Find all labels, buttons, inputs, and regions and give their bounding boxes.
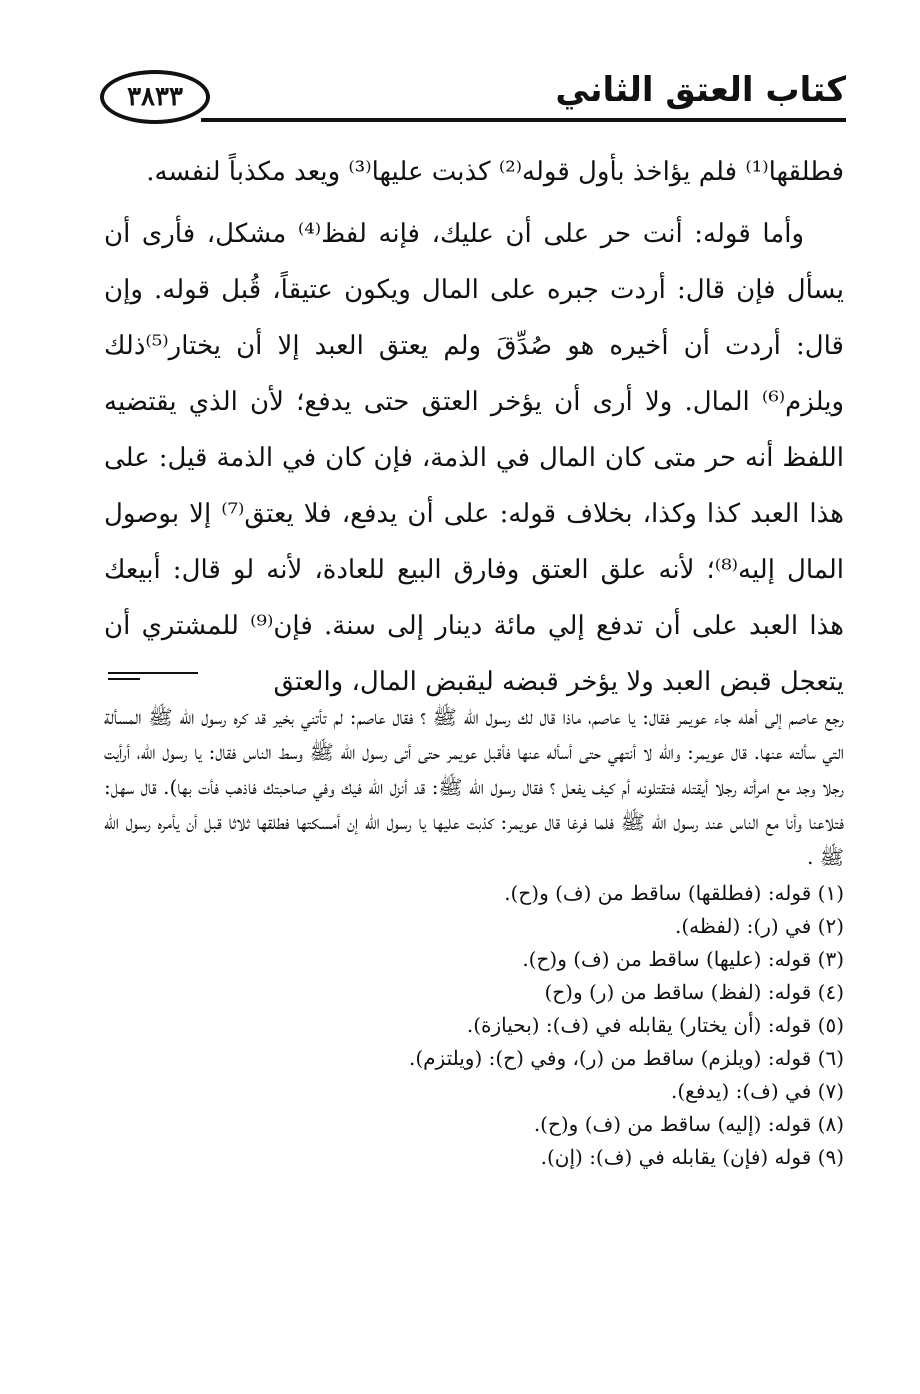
footnote-list: [104, 877, 844, 1174]
footnote-4: (٤) قوله: (لفظ) ساقط من (ر) و(ح): [544, 980, 844, 1004]
header-rule: [201, 118, 846, 122]
page-number-frame: [100, 70, 210, 124]
footnote-1: (١) قوله: (فطلقها) ساقط من (ف) و(ح).: [504, 881, 844, 905]
footnote-7: (٧) في (ف): (يدفع).: [671, 1079, 844, 1103]
footnote-2: (٢) في (ر): (لفظه).: [675, 914, 844, 938]
footnote-9: (٩) قوله (فإن) يقابله في (ف): (إن).: [540, 1145, 844, 1169]
footnote-5: (٥) قوله: (أن يختار) يقابله في (ف): (بحيازة).: [466, 1013, 844, 1037]
main-text: [104, 144, 844, 710]
hadith-note: رجع عاصم إلى أهله جاء عويمر فقال: يا عاصم، ماذا قال لك رسول الله ﷺ ؟ فقال عاصم: لم تأتني بخير قد كره رسول الله ﷺ المسألة التي سألته عنها. قال عويمر: والله لا أنتهي حتى أسأله عنها فأقبل عويمر حتى أتى رسول الله ﷺ وسط الناس فقال: يا رسول الله، أرأيت رجلا وجد مع امرأته رجلا أيقتله فتقتلونه أم كيف يفعل ؟ فقال رسول الله ﷺ: قد أنزل الله فيك وفي صاحبتك فاذهب فأت بها). قال سهل: فتلاعنا وأنا مع الناس عند رسول الله ﷺ فلما فرغا قال عويمر: كذبت عليها يا رسول الله إن أمسكتها فطلقها ثلاثا قبل أن يأمره رسول الله ﷺ .: [104, 705, 844, 869]
footnote-8: (٨) قوله: (إليه) ساقط من (ف) و(ح).: [533, 1112, 844, 1136]
page-number: ٣٨٣٣: [127, 82, 183, 112]
footnote-6: (٦) قوله: (ويلزم) ساقط من (ر)، وفي (ح): (ويلتزم).: [409, 1046, 844, 1070]
footnotes-section: [104, 700, 844, 1174]
main-paragraph-1: فطلقها⁽¹⁾ فلم يؤاخذ بأول قوله⁽²⁾ كذبت عليها⁽³⁾ ويعد مكذباً لنفسه.: [146, 157, 844, 187]
book-title: كتاب العتق الثاني: [555, 70, 846, 110]
footnote-separator: [108, 672, 198, 674]
main-paragraph-2: وأما قوله: أنت حر على أن عليك، فإنه لفظ⁽⁴⁾ مشكل، فأرى أن يسأل فإن قال: أردت جبره على المال ويكون عتيقاً، قُبل قوله. وإن قال: أردت أن أخيره هو صُدِّقَ ولم يعتق العبد إلا أن يختار⁽⁵⁾ذلك ويلزم⁽⁶⁾ المال. ولا أرى أن يؤخر العتق حتى يدفع؛ لأن الذي يقتضيه اللفظ أنه حر متى كان المال في الذمة، فإن كان في الذمة قيل: على هذا العبد كذا وكذا، بخلاف قوله: على أن يدفع، فلا يعتق⁽⁷⁾ إلا بوصول المال إليه⁽⁸⁾؛ لأنه علق العتق وفارق البيع للعادة، لأنه لو قال: أبيعك هذا العبد على أن تدفع إلي مائة دينار إلى سنة. فإن⁽⁹⁾ للمشتري أن يتعجل قبض العبد ولا يؤخر قبضه ليقبض المال، والعتق: [104, 219, 844, 697]
footnote-3: (٣) قوله: (عليها) ساقط من (ف) و(ح).: [522, 947, 844, 971]
footnote-separator-short: [108, 678, 140, 680]
page-header: [96, 60, 846, 130]
